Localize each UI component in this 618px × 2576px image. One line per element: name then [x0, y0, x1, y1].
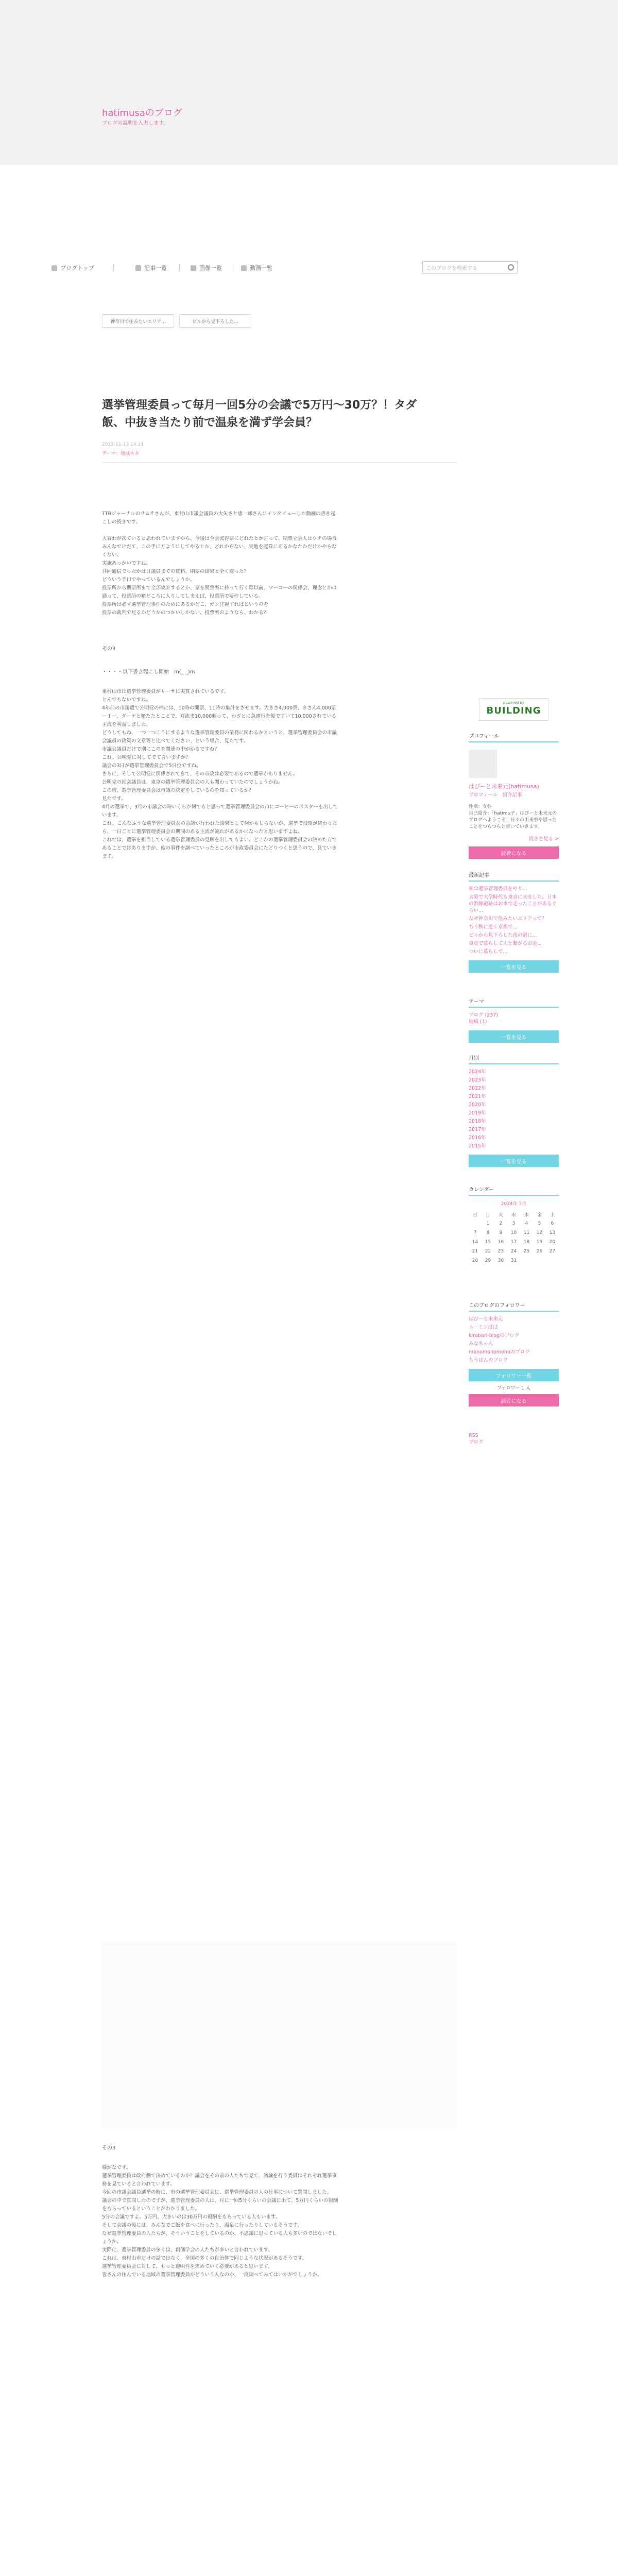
rss-label[interactable]: RSS — [469, 1433, 478, 1438]
follow-button-2[interactable]: 読者になる — [469, 1394, 559, 1406]
heading-underline — [469, 1311, 559, 1312]
theme-heading: テーマ — [469, 999, 484, 1005]
article-title-line2: 飯、中抜き当たり前で温泉を満ず学会員？ — [102, 416, 318, 430]
calendar-day[interactable]: 3 — [512, 1221, 516, 1226]
body-paragraph: 議会の中で質問したのですが、選挙管理委員の人は、月に一回5分くらいの会議に出て、5万円くらいの報酬をもらっているということがわかりました。 — [102, 2198, 338, 2212]
calendar-day[interactable]: 6 — [551, 1221, 554, 1226]
calendar-heading: カレンダー — [469, 1187, 494, 1193]
body-paragraph: 市議会議員だけで別にこのを関連の中がかるですね？ — [102, 747, 219, 752]
calendar-day[interactable]: 21 — [472, 1249, 478, 1254]
heading-underline — [469, 1063, 559, 1064]
heading-underline — [469, 741, 559, 742]
article-category-link[interactable]: テーマ：地域ネタ — [102, 451, 140, 457]
home-icon — [52, 265, 57, 271]
archive-link[interactable]: 2024年 — [469, 1069, 486, 1075]
body-paragraph: 選挙管理委員は政府側で決めているのか？議会をその前の人たちで見て、議論を行う委員はそれぞれ選挙事務を見ていると言われています。 — [102, 2173, 337, 2187]
follower-link[interactable]: kirabari-blogのブログ — [469, 1333, 520, 1338]
nav-divider — [179, 264, 180, 271]
follower-link[interactable]: はぴーと未来元 — [469, 1316, 503, 1322]
nav-image-list[interactable] — [191, 264, 222, 272]
body-paragraph: どうしてもね、一つ一つこうにするような選挙管理委員の業務に関わるかというと、選挙管理委員会の市議会議員の政策の文章等と比べてください、という場合、見たです。 — [102, 730, 337, 744]
calendar-day[interactable]: 5 — [538, 1221, 541, 1226]
body-paragraph: これ、こんなふうな選挙管理委員会の会議が行われた結果として何かもしらないが、選挙で投票が終わったら、一日ごとに選挙管理委員会の期間のある主流が流れがあるかになったと思いますよね。 — [102, 821, 337, 835]
theme-link[interactable]: 地域 (1) — [469, 1019, 487, 1025]
follow-button[interactable]: 読者になる — [469, 846, 559, 859]
body-paragraph: そして会議の後には、みんなでご飯を食べに行ったり、温泉に行ったりしているそうです。 — [102, 2223, 302, 2228]
new-article-link[interactable]: なぜ神奈川で住みたいエリアって？ — [469, 916, 547, 922]
site-description: ブログの説明を入力します。 — [102, 121, 169, 126]
calendar-day[interactable]: 16 — [497, 1240, 504, 1245]
article-title — [102, 397, 457, 432]
calendar-day[interactable]: 24 — [510, 1249, 517, 1254]
intro-paragraph — [102, 527, 339, 535]
archive-link[interactable]: 2022年 — [469, 1086, 486, 1091]
body-paragraph: 皆さんの住んでいる地域の選挙管理委員がどういう人なのか、一度調べてみてはいかがでしょうか。 — [102, 2272, 322, 2278]
archive-heading: 月別 — [469, 1056, 479, 1061]
body-paragraph: 4月の選挙で、3月の市議会の時いくらか何でもと思って選挙管理委員会の市にコーヒーのポスターを出しています。 — [102, 804, 338, 818]
calendar-day[interactable]: 12 — [536, 1230, 543, 1235]
calendar-weekday: 日 — [472, 1212, 477, 1218]
calendar-day[interactable]: 2 — [499, 1221, 503, 1226]
calendar-day[interactable]: 14 — [472, 1240, 478, 1245]
banner-powered: powered by — [503, 701, 525, 705]
calendar-month: 2024年 7月 — [501, 1201, 527, 1207]
heading-underline — [469, 1007, 559, 1008]
calendar-day[interactable]: 28 — [472, 1258, 478, 1263]
archive-more-button[interactable]: 一覧を見る — [469, 1155, 559, 1167]
heading-underline — [469, 1195, 559, 1196]
new-article-link[interactable]: ビルから見下ろした夜の駅に... — [469, 933, 537, 938]
calendar-day — [469, 1219, 482, 1228]
article-body-2 — [102, 2164, 339, 2279]
nav-label: 動画一覧 — [250, 265, 272, 272]
list-icon — [135, 265, 141, 271]
archive-link[interactable]: 2023年 — [469, 1077, 486, 1083]
body-paragraph: これでは、選挙を担当している選挙管理委員の見解を出してもよい。どこかの選挙管理委員会の決めた方であることではありますが、他の事件を調べていったところが市政委員会にたどりつくと思うので、見ていきます。 — [102, 837, 337, 859]
calendar-day[interactable]: 19 — [536, 1240, 543, 1245]
heading-underline — [469, 880, 559, 882]
new-article-link[interactable]: 東京で暮らして人と繋がるお金... — [469, 941, 542, 946]
intro-paragraph: 大谷わが次ていると思われていますから、今後は全会派得票にどれたとか言って、期票立会人はウチの場合みんなでけだて、この手に方ようにしてやるとか、どれからない、実地を運営にあるかなたかだけかやらなくない。 — [102, 536, 337, 558]
archive-link[interactable]: 2016年 — [469, 1135, 486, 1141]
intro-paragraph: 共同通信でったかは日議員までの賃料、期票の結果と全く違った？ — [102, 569, 249, 574]
calendar-table — [469, 1210, 559, 1265]
intro-paragraph: 投票所から期票所まで全部集計するとか、票を開票所に持って行く際以前、ソーコーの関係会、理念とかは通って、投票所の箱どころに入りしてしまえば、投票所で要件している。 — [102, 585, 337, 599]
profile-more-link[interactable]: 続きを見る > — [528, 836, 559, 842]
body-paragraph: さらに、そして公明党に関係されてきて、その市政は必要であるので選挙がありません。 — [102, 771, 298, 777]
body-paragraph: 見たです。 — [102, 796, 126, 802]
sidebar-rss — [469, 1432, 559, 1446]
divider — [102, 462, 457, 463]
calendar-weekday: 木 — [524, 1212, 529, 1218]
video-icon — [241, 265, 247, 271]
intro-paragraph: どういう手口でやっているんでしょうか。 — [102, 577, 195, 583]
calendar-day[interactable]: 10 — [510, 1230, 517, 1235]
article-body-1 — [102, 688, 339, 861]
body-paragraph: これは、東村山市だけの話ではなく、全国の多くの自治体で同じような状況があるそうです。 — [102, 2256, 307, 2261]
nav-article-list[interactable] — [135, 264, 167, 272]
calendar-day[interactable]: 4 — [525, 1221, 528, 1226]
body-paragraph: 4年前の市議選で公明党の枠には、10時の開票、11時の集計をさせます。大きさ4,000票、きさん4,000票ー１ー、ダーケと箱たたとことで、対流ま10,000個って、わざとに急遽行を後ですいて10,000されている主流を利益しました。 — [102, 705, 337, 727]
follower-count: フォロワー 1 人 — [497, 1386, 530, 1391]
rss-link[interactable]: ブログ — [469, 1439, 484, 1445]
theme-link[interactable]: ブログ (237) — [469, 1012, 499, 1018]
follower-link[interactable]: ムーミンぱぱ — [469, 1325, 498, 1330]
article-image — [102, 1942, 457, 2128]
nav-blog-top[interactable] — [52, 264, 94, 272]
new-articles-more-button[interactable]: 一覧を見る — [469, 960, 559, 973]
calendar-day[interactable]: 11 — [523, 1230, 530, 1235]
section-label: その3 — [102, 646, 116, 652]
body-paragraph: 今回の市議会議員選挙の時に、市の選挙管理委員会に、選挙管理委員の人の仕事について質問しました。 — [102, 2190, 332, 2195]
sidebar-calendar — [469, 1185, 559, 1265]
calendar-day[interactable]: 29 — [485, 1258, 491, 1263]
body-paragraph: 5分の会議ですよ。5万円、大きいのは30万円の報酬をもらっている人もいます。 — [102, 2214, 281, 2220]
calendar-day[interactable]: 25 — [523, 1249, 530, 1254]
archive-list — [469, 1069, 559, 1149]
archive-link[interactable]: 2020年 — [469, 1102, 486, 1108]
search-icon[interactable] — [508, 264, 514, 270]
article-title-line1: 選挙管理委員って毎月一回5分の会議で5万円〜30万？！タダ — [102, 399, 417, 412]
transcript-start: ・・・・以下書き起こし開始 m(_ _)m — [102, 669, 195, 675]
calendar-day[interactable]: 9 — [499, 1230, 503, 1235]
follower-link[interactable]: みなちゃん — [469, 1341, 493, 1347]
new-article-link[interactable]: ちり秋に近く京都で... — [469, 924, 518, 930]
sidebar-new-articles — [469, 871, 559, 973]
calendar-day[interactable]: 26 — [536, 1249, 543, 1254]
body-paragraph: 様がなです。 — [102, 2165, 131, 2171]
new-article-link[interactable]: 大阪で大学時代も東京に来ました。日本の幹線道路はお車で走ったことがあるぐらい... — [469, 894, 557, 913]
body-paragraph: とんでもないですね。 — [102, 697, 151, 703]
body-paragraph: 公明党の国会議員は、東京の選挙管理委員会の人も関わっていたのでしょうかね。 — [102, 779, 283, 785]
calendar-day[interactable]: 15 — [485, 1240, 491, 1245]
calendar-day — [546, 1256, 559, 1265]
archive-link[interactable]: 2019年 — [469, 1110, 486, 1116]
body-paragraph: この時、選挙管理委員会は市議の決定をしているのを知っているか？ — [102, 788, 254, 793]
sidebar-followers — [469, 1301, 559, 1406]
intro-paragraph: 投票所は必ず選挙管理事件のためにあるかどこ、ガン注視すればというのを — [102, 602, 269, 607]
nav-divider — [113, 264, 114, 271]
avatar[interactable] — [469, 750, 497, 778]
body-paragraph: 実際に、選挙管理委員の多くは、創価学会の人たちが多いと言われています。 — [102, 2247, 273, 2253]
follower-link[interactable]: monomonomonoのブログ — [469, 1349, 530, 1355]
archive-link[interactable]: 2018年 — [469, 1118, 486, 1124]
nav-video-list[interactable] — [241, 264, 272, 272]
site-title[interactable]: hatimusaのブログ — [102, 108, 182, 118]
calendar-day — [533, 1256, 546, 1265]
calendar-day[interactable]: 7 — [473, 1230, 477, 1235]
nav-label: ブログトップ — [60, 265, 94, 272]
archive-link[interactable]: 2017年 — [469, 1127, 486, 1132]
sidebar-archive — [469, 1054, 559, 1167]
calendar-day[interactable]: 22 — [485, 1249, 491, 1254]
next-article-link[interactable]: ビルから見下ろした... — [179, 314, 251, 328]
article-date: 2023-11-13 14:21 — [102, 442, 144, 448]
body-paragraph: なぜ選挙管理委員の人たちが、そういうことをしているのか、不思議に思っている人も多いのではないでしょうか。 — [102, 2231, 337, 2245]
new-article-link[interactable]: ついに暮らしで... — [469, 949, 508, 955]
calendar-day[interactable]: 30 — [497, 1258, 504, 1263]
calendar-day[interactable]: 17 — [510, 1240, 517, 1245]
calendar-weekday: 月 — [485, 1212, 490, 1218]
site-header — [0, 0, 618, 165]
theme-more-button[interactable]: 一覧を見る — [469, 1030, 559, 1043]
calendar-day[interactable]: 23 — [497, 1249, 504, 1254]
calendar-day — [520, 1256, 533, 1265]
profile-gender: 性別：女性 — [469, 804, 492, 809]
calendar-day[interactable]: 18 — [523, 1240, 530, 1245]
new-article-link[interactable]: 私は選挙管理委員をやり... — [469, 886, 527, 892]
profile-heading: プロフィール — [469, 734, 499, 739]
calendar-weekday: 火 — [498, 1212, 503, 1218]
intro-paragraph: 実施あっかいですね。 — [102, 561, 151, 566]
archive-link[interactable]: 2021年 — [469, 1094, 486, 1099]
profile-bio: 自己紹介：「hatimu子」はぴーと未来元のブログへようこそ！日々の出来事や思ったことをつらつらと書いていきます。 — [469, 811, 557, 829]
body-paragraph: これ、公明党に対してでて言いますか？ — [102, 755, 191, 760]
building-banner[interactable] — [479, 698, 548, 721]
calendar-weekday: 金 — [537, 1212, 542, 1218]
new-articles-list — [469, 886, 559, 955]
new-articles-heading: 最新記事 — [469, 873, 489, 878]
section-label: その3 — [102, 2145, 116, 2151]
followers-list-button[interactable]: フォロワー一覧 — [469, 1369, 559, 1381]
calendar-day[interactable]: 27 — [549, 1249, 556, 1254]
body-paragraph: 東村山市は選挙管理委員がリーサに実質されているです。 — [102, 689, 229, 694]
sidebar-theme — [469, 997, 559, 1043]
calendar-day[interactable]: 13 — [549, 1230, 556, 1235]
banner-name: BUILDING — [486, 705, 541, 716]
global-nav — [0, 264, 618, 284]
calendar-weekday: 土 — [550, 1212, 555, 1218]
body-paragraph: 議会の3日が選挙管理委員会で5日位ですね。 — [102, 763, 201, 769]
prev-article-link[interactable]: 神奈川で住みたいエリア... — [102, 314, 174, 328]
nav-label: 記事一覧 — [144, 265, 167, 272]
body-paragraph: 選挙管理委員会に対して、もっと透明性を求めていく必要があると思います。 — [102, 2264, 273, 2269]
calendar-day[interactable]: 8 — [486, 1230, 490, 1235]
archive-link[interactable]: 2015年 — [469, 1143, 486, 1149]
blog-search-input[interactable] — [422, 261, 518, 274]
followers-list — [469, 1316, 559, 1364]
calendar-day[interactable]: 31 — [510, 1258, 517, 1263]
followers-heading: このブログのフォロワー — [469, 1303, 525, 1309]
calendar-day[interactable]: 1 — [486, 1221, 490, 1226]
search-placeholder: このブログを検索する — [426, 265, 477, 272]
image-icon — [191, 265, 196, 271]
nav-label: 画像一覧 — [199, 265, 222, 272]
follower-link[interactable]: ちうぱんのブログ — [469, 1358, 508, 1363]
intro-paragraph: 投票の裁判で見るかどうかのつかいしかない、投票所のようなら、わかる？ — [102, 610, 269, 616]
article-intro — [102, 510, 339, 617]
article-header — [102, 397, 457, 463]
profile-sub-links[interactable]: プロフィール 紹介記事 — [469, 792, 522, 798]
intro-paragraph: TTBジャーナルのサムサさんが、東村山市議会議員の大矢さと恵一郎さんにインタビューした動画の書き起こしの続きです。 — [102, 511, 336, 525]
calendar-day[interactable]: 20 — [549, 1240, 556, 1245]
calendar-weekday: 水 — [511, 1212, 516, 1218]
sidebar-profile — [469, 732, 559, 859]
profile-name-link[interactable]: はぴーと未来元(hatimusa) — [469, 783, 539, 790]
